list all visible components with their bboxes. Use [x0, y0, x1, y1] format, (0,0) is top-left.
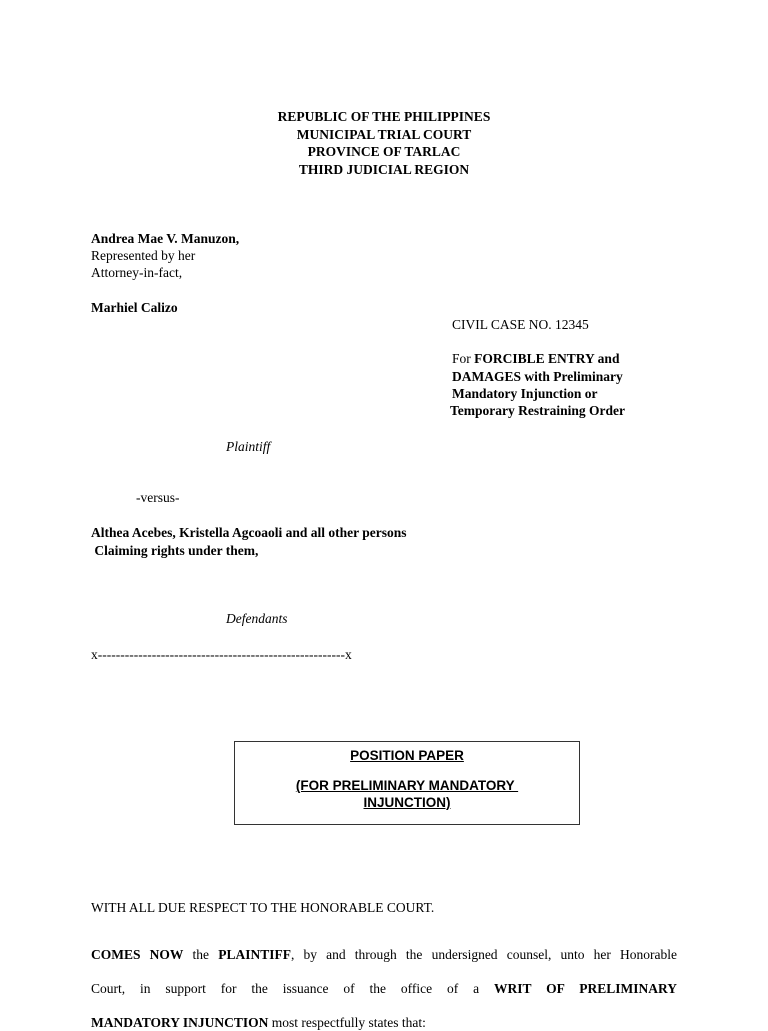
defendants-label: Defendants: [226, 611, 288, 626]
mandatory-injunction-text: MANDATORY INJUNCTION: [91, 1015, 269, 1030]
body-paragraph-line-1: [91, 946, 677, 963]
header-line-republic: REPUBLIC OF THE PHILIPPINES: [277, 109, 491, 124]
header-line-court: MUNICIPAL TRIAL COURT: [296, 126, 472, 142]
case-for-line-1: [452, 350, 619, 367]
document-title: POSITION PAPER: [350, 748, 464, 763]
writ-text: WRIT OF PRELIMINARY: [493, 981, 677, 996]
defendants-line-1: Althea Acebes, Kristella Agcoaoli and all other persons: [91, 525, 407, 540]
case-for-prefix: For: [452, 351, 475, 366]
plaintiff-name: Andrea Mae V. Manuzon,: [91, 231, 240, 246]
represented-line-1: Represented by her: [91, 248, 196, 263]
document-subtitle-line-1: (FOR PRELIMINARY MANDATORY: [295, 778, 519, 793]
case-for-line-2: DAMAGES with Preliminary: [452, 369, 623, 384]
caption-separator: x-------------------------------------------------------x: [91, 647, 352, 662]
plaintiff-bold-text: PLAINTIFF: [218, 947, 291, 962]
case-for-line-3: Mandatory Injunction or: [452, 386, 598, 401]
respect-line: WITH ALL DUE RESPECT TO THE HONORABLE COURT.: [91, 900, 435, 915]
case-for-nature-1: FORCIBLE ENTRY and: [474, 351, 620, 366]
body-line-2-start: Court, in support for the issuance of the office of a: [91, 981, 494, 996]
plaintiff-label: Plaintiff: [226, 439, 271, 454]
header-line-region: THIRD JUDICIAL REGION: [298, 161, 470, 177]
versus-label: -versus-: [136, 490, 180, 505]
body-paragraph-line-2: [91, 980, 677, 997]
document-subtitle-line-2: INJUNCTION): [363, 795, 451, 810]
body-paragraph-line-3: [91, 1014, 426, 1031]
represented-line-2: Attorney-in-fact,: [91, 265, 183, 280]
the-text: the: [183, 947, 219, 962]
court-header: [234, 108, 534, 178]
comes-now-text: COMES NOW: [91, 947, 184, 962]
defendants-line-2: Claiming rights under them,: [91, 543, 259, 558]
case-for-line-4: Temporary Restraining Order: [450, 403, 625, 418]
document-subtitle: [235, 777, 579, 811]
title-box: [234, 741, 580, 825]
body-line-1-rest: , by and through the undersigned counsel, unto her Honorable: [290, 947, 677, 962]
body-line-3-rest: most respectfully states that:: [268, 1015, 426, 1030]
case-number: CIVIL CASE NO. 12345: [452, 317, 589, 332]
header-line-province: PROVINCE OF TARLAC: [307, 144, 461, 159]
attorney-in-fact-name: Marhiel Calizo: [91, 300, 178, 315]
